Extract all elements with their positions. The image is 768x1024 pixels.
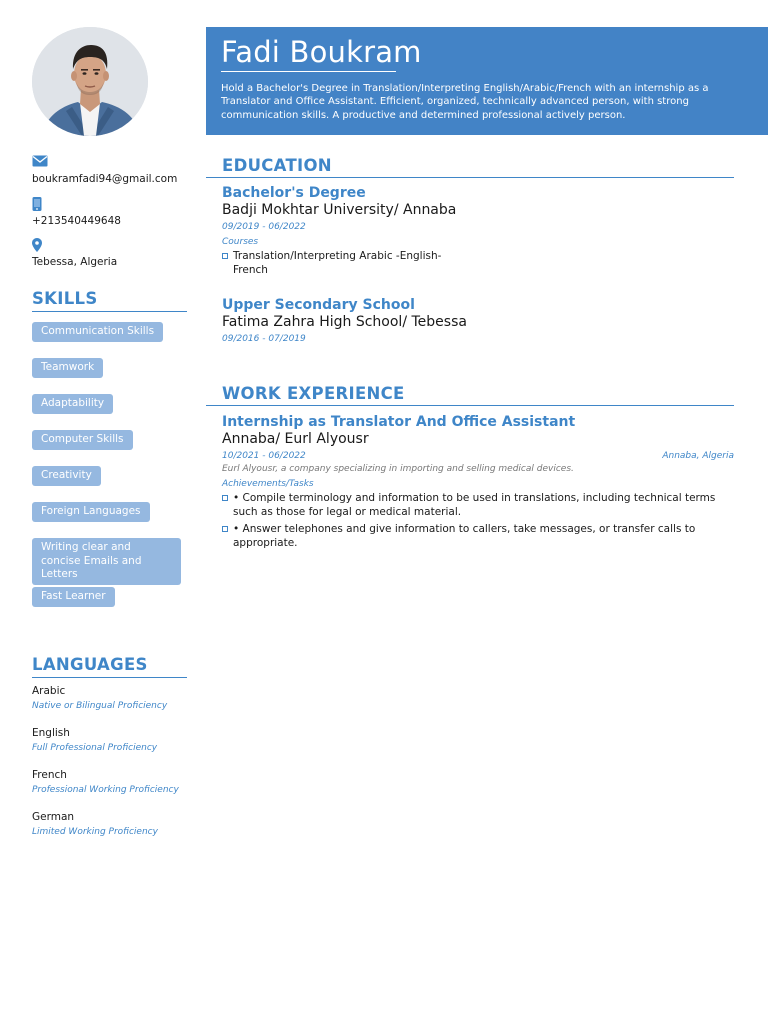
location-text: Tebessa, Algeria xyxy=(32,256,118,268)
work-entry xyxy=(222,414,734,550)
languages-heading: LANGUAGES xyxy=(32,655,187,678)
task-text: • Answer telephones and give information to callers, take messages, or transfer calls to appropriate. xyxy=(233,523,696,549)
language-level: Professional Working Proficiency xyxy=(32,785,179,795)
envelope-icon xyxy=(32,155,192,169)
job-location: Annaba, Algeria xyxy=(662,451,734,461)
courses-list xyxy=(222,250,452,277)
language-item xyxy=(32,769,192,796)
language-name: English xyxy=(32,727,70,739)
skill-tag: Creativity xyxy=(32,466,101,486)
tasks-list xyxy=(222,492,734,550)
list-item xyxy=(222,523,734,550)
map-pin-icon xyxy=(32,238,192,252)
job-title: Internship as Translator And Office Assistant xyxy=(222,414,576,430)
work-experience-heading: WORK EXPERIENCE xyxy=(206,383,734,406)
list-item xyxy=(222,250,452,277)
degree-title: Upper Secondary School xyxy=(222,297,415,313)
degree-title: Bachelor's Degree xyxy=(222,185,366,201)
name-underline xyxy=(221,71,396,72)
language-level: Full Professional Proficiency xyxy=(32,743,158,753)
task-text: • Compile terminology and information to be used in translations, including technical terms such as those for legal or medical material. xyxy=(233,492,716,518)
education-entry xyxy=(222,185,734,277)
contact-location xyxy=(32,238,192,269)
company-description: Eurl Alyousr, a company specializing in importing and selling medical devices. xyxy=(222,464,574,474)
profile-summary: Hold a Bachelor's Degree in Translation/Interpreting English/Arabic/French with an internship as a Translator and Office Assistant. Efficient, organized, technically advanced person, with strong communication skills. A productive and determined professional actively person. xyxy=(221,83,709,121)
language-item xyxy=(32,811,192,838)
profile-photo xyxy=(32,27,148,136)
date-range: 09/2016 - 07/2019 xyxy=(222,334,306,344)
bullet-square-icon xyxy=(222,526,228,532)
date-range: 10/2021 - 06/2022 xyxy=(222,451,306,461)
language-name: French xyxy=(32,769,67,781)
language-item xyxy=(32,727,192,754)
school-name: Badji Mokhtar University/ Annaba xyxy=(222,202,457,218)
phone-text[interactable]: +213540449648 xyxy=(32,215,121,227)
person-name: Fadi Boukram xyxy=(221,35,422,69)
education-heading: EDUCATION xyxy=(206,155,734,178)
date-location-row xyxy=(222,448,734,462)
bullet-square-icon xyxy=(222,253,228,259)
skill-tag: Computer Skills xyxy=(32,430,133,450)
language-name: German xyxy=(32,811,75,823)
tasks-label: Achievements/Tasks xyxy=(222,479,314,489)
skill-tag: Teamwork xyxy=(32,358,103,378)
date-range: 09/2019 - 06/2022 xyxy=(222,222,306,232)
course-text: Translation/Interpreting Arabic -English-French xyxy=(233,250,442,276)
school-name: Fatima Zahra High School/ Tebessa xyxy=(222,314,467,330)
list-item xyxy=(222,492,734,519)
language-level: Native or Bilingual Proficiency xyxy=(32,701,168,711)
profile-header xyxy=(206,27,768,135)
email-text[interactable]: boukramfadi94@gmail.com xyxy=(32,173,178,185)
phone-icon xyxy=(32,197,192,211)
contact-email xyxy=(32,155,192,186)
skill-tag: Adaptability xyxy=(32,394,113,414)
skills-heading: SKILLS xyxy=(32,289,187,312)
education-entry xyxy=(222,297,734,345)
skill-tag: Foreign Languages xyxy=(32,502,150,522)
language-level: Limited Working Proficiency xyxy=(32,827,158,837)
contact-phone xyxy=(32,197,192,228)
skill-tag: Fast Learner xyxy=(32,587,115,607)
skill-tag: Writing clear and concise Emails and Letters xyxy=(32,538,181,585)
skill-tag: Communication Skills xyxy=(32,322,163,342)
avatar xyxy=(32,27,148,136)
language-name: Arabic xyxy=(32,685,66,697)
employer-name: Annaba/ Eurl Alyousr xyxy=(222,431,369,447)
language-item xyxy=(32,685,192,712)
bullet-square-icon xyxy=(222,495,228,501)
courses-label: Courses xyxy=(222,237,259,247)
